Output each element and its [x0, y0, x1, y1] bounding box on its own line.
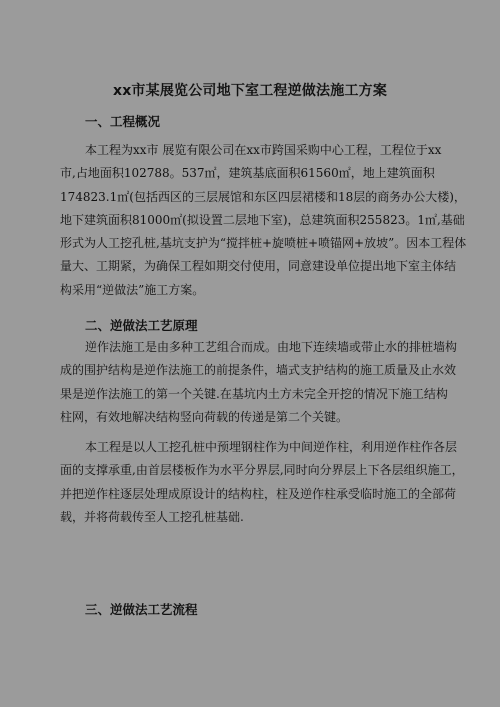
paragraph-line: 本工程为xx市 展览有限公司在xx市跨国采购中心工程，工程位于xx — [85, 143, 442, 157]
section-heading-principle: 二、逆做法工艺原理 — [85, 318, 198, 333]
paragraph-line: 174823.1㎡(包括西区的三层展馆和东区四层裙楼和18层的商务办公大楼)， — [60, 189, 466, 204]
paragraph-line: 载，并将荷载传至人工挖孔桩基础. — [60, 509, 244, 524]
paragraph-line: 柱网，有效地解决结构竖向荷载的传递是第二个关键。 — [60, 409, 349, 424]
paragraph-line: 本工程是以人工挖孔桩中预埋钢柱作为中间逆作柱，利用逆作柱作各层 — [85, 440, 458, 454]
paragraph-line: 市,占地面积102788。537㎡，建筑基底面积61560㎡，地上建筑面积 — [60, 166, 435, 181]
paragraph-line: 地下建筑面积81000㎡(拟设置二层地下室)，总建筑面积255823。1㎡,基础 — [60, 212, 465, 227]
section-heading-overview: 一、工程概况 — [85, 114, 161, 129]
paragraph-line: 逆作法施工是由多种工艺组合而成。由地下连续墙或带止水的排桩墙构 — [85, 340, 458, 354]
paragraph-line: 构采用“逆做法”施工方案。 — [60, 282, 205, 297]
document-title: xx市某展览公司地下室工程逆做法施工方案 — [112, 83, 388, 99]
paragraph-line: 量大、工期紧，为确保工程如期交付使用，同意建设单位提出地下室主体结 — [60, 259, 457, 274]
paragraph-line: 面的支撑承重,由首层楼板作为水平分界层,同时向分界层上下各层组织施工， — [60, 463, 464, 478]
paragraph-line: 形式为人工挖孔桩,基坑支护为“搅拌桩+旋喷桩+喷锚网+放坡”。因本工程体 — [60, 236, 467, 251]
paragraph-line: 并把逆作柱逐层处理成原设计的结构柱，柱及逆作柱承受临时施工的全部荷 — [60, 486, 457, 501]
section-heading-process: 三、逆做法工艺流程 — [85, 602, 198, 617]
paragraph-overview — [60, 139, 467, 302]
paragraph-principle-2 — [60, 436, 464, 529]
paragraph-principle-1 — [60, 336, 464, 429]
paragraph-line: 成的围护结构是逆作法施工的前提条件，墙式支护结构的施工质量及止水效 — [60, 363, 457, 378]
paragraph-line: 果是逆作法施工的第一个关键.在基坑内土方未完全开挖的情况下施工结构 — [60, 386, 448, 401]
